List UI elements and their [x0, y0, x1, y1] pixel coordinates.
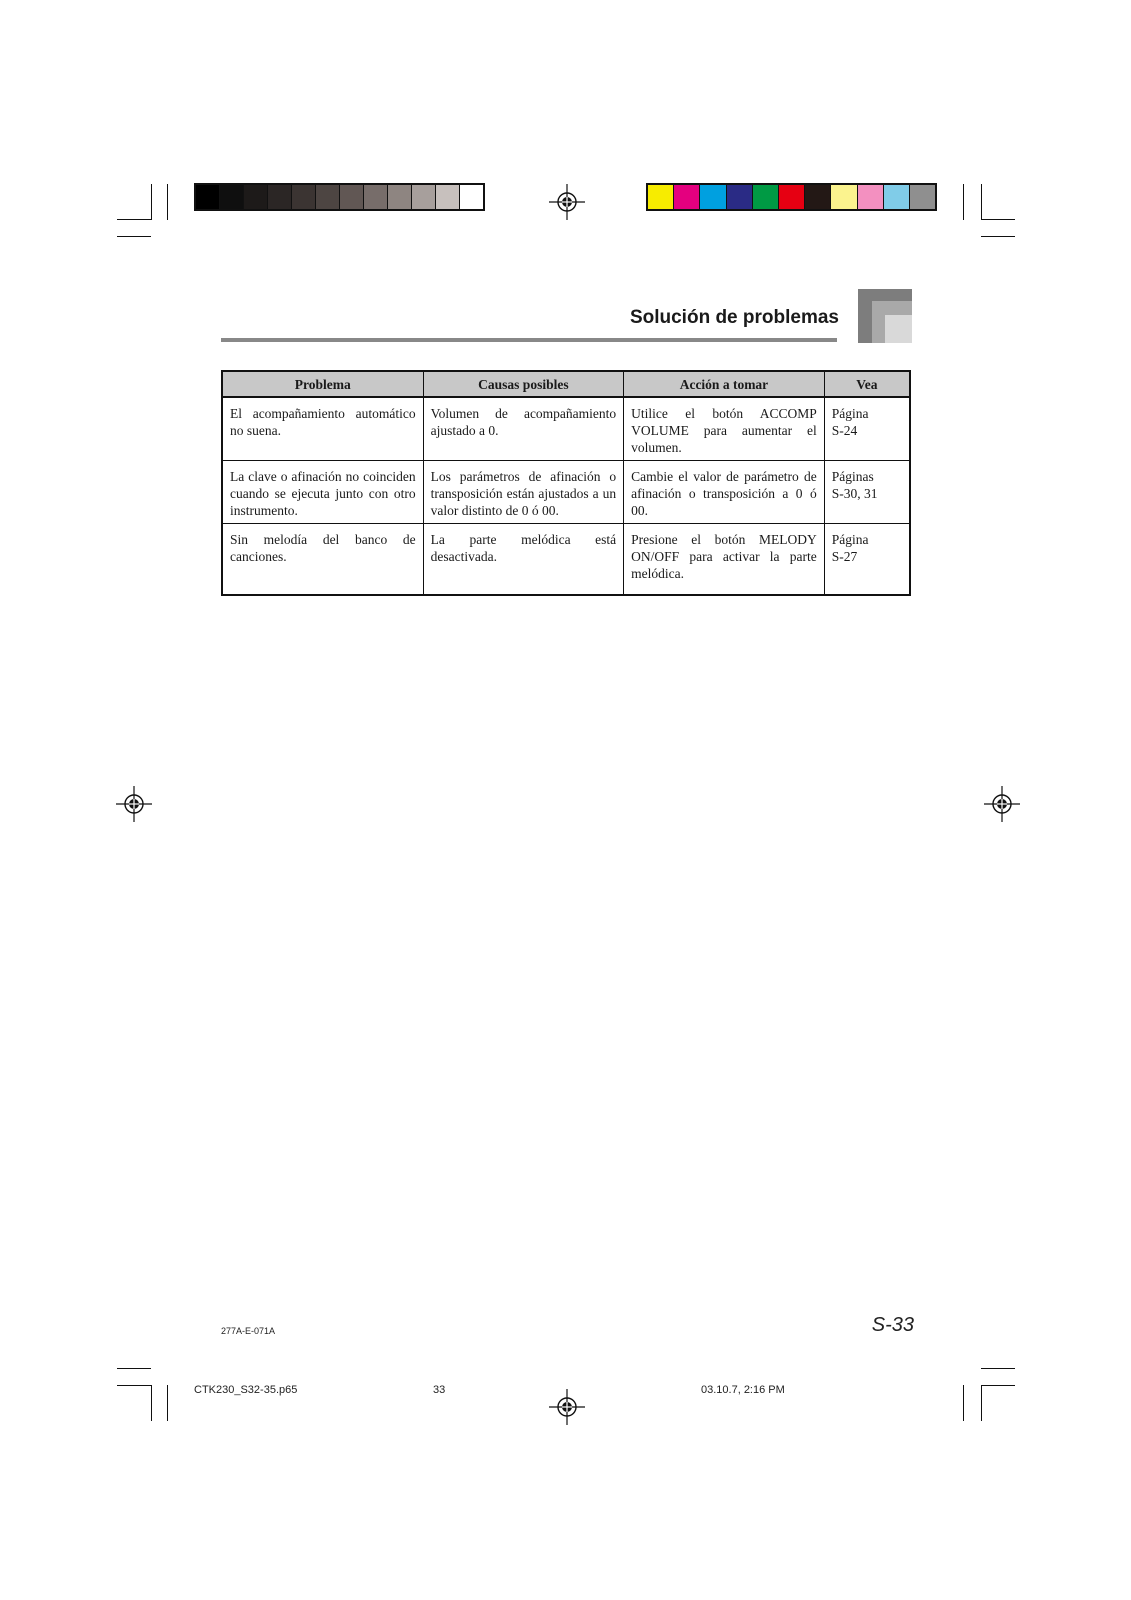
color-swatch	[805, 185, 831, 209]
section-tab-graphic	[858, 289, 912, 343]
registration-mark-icon	[116, 786, 152, 822]
color-swatch	[436, 185, 460, 209]
color-swatch	[858, 185, 884, 209]
crop-mark	[981, 219, 1015, 220]
color-swatch	[244, 185, 268, 209]
crop-mark	[963, 1385, 964, 1421]
crop-mark	[981, 184, 982, 220]
crop-mark	[117, 1368, 151, 1369]
title-rule	[221, 338, 837, 342]
color-swatch	[674, 185, 700, 209]
column-header: Acción a tomar	[624, 371, 825, 397]
registration-mark-icon	[549, 1389, 585, 1425]
color-swatch	[220, 185, 244, 209]
problem-cell: El acompañamiento automático no suena.	[222, 397, 423, 461]
crop-mark	[117, 1385, 151, 1386]
column-header: Causas posibles	[423, 371, 624, 397]
registration-mark-icon	[984, 786, 1020, 822]
color-swatch	[700, 185, 726, 209]
cause-cell: Los parámetros de afinación o transposición están ajustados a un valor distinto de 0 ó 00.	[423, 461, 624, 524]
color-swatch	[292, 185, 316, 209]
crop-mark	[151, 184, 152, 220]
color-swatch	[884, 185, 910, 209]
file-name: CTK230_S32-35.p65	[194, 1384, 298, 1396]
page-title: Solución de problemas	[629, 307, 839, 328]
crop-mark	[117, 236, 151, 237]
page-number: S-33	[871, 1314, 914, 1336]
reference-label: Página	[831, 532, 869, 547]
crop-mark	[981, 1368, 1015, 1369]
registration-mark-icon	[549, 184, 585, 220]
color-swatch	[268, 185, 292, 209]
reference-cell	[824, 524, 910, 595]
reference-page: S-30, 31	[831, 486, 878, 501]
action-cell: Presione el botón MELODY ON/OFF para activar la parte melódica.	[624, 524, 825, 595]
problem-cell: La clave o afinación no coinciden cuando se ejecuta junto con otro instrumento.	[222, 461, 423, 524]
cause-cell: La parte melódica está desactivada.	[423, 524, 624, 595]
color-swatch	[910, 185, 935, 209]
color-swatch	[727, 185, 753, 209]
print-datetime: 03.10.7, 2:16 PM	[701, 1384, 785, 1396]
reference-label: Página	[831, 406, 869, 421]
color-swatch	[364, 185, 388, 209]
crop-mark	[981, 236, 1015, 237]
reference-cell	[824, 461, 910, 524]
crop-mark	[963, 184, 964, 220]
action-cell: Cambie el valor de parámetro de afinación o transposición a 0 ó 00.	[624, 461, 825, 524]
crop-mark	[167, 1385, 168, 1421]
cause-cell: Volumen de acompañamiento ajustado a 0.	[423, 397, 624, 461]
troubleshooting-table	[221, 370, 911, 596]
action-cell: Utilice el botón ACCOMP VOLUME para aumentar el volumen.	[624, 397, 825, 461]
table-row	[222, 397, 910, 461]
reference-label: Páginas	[831, 469, 874, 484]
color-swatch	[753, 185, 779, 209]
crop-mark	[167, 184, 168, 220]
color-swatch	[460, 185, 483, 209]
file-page-number: 33	[433, 1384, 446, 1396]
color-swatch	[316, 185, 340, 209]
table-row	[222, 461, 910, 524]
color-swatch	[388, 185, 412, 209]
crop-mark	[151, 1385, 152, 1421]
color-swatch	[412, 185, 436, 209]
table-header-row	[222, 371, 910, 397]
reference-page: S-24	[831, 423, 858, 438]
color-swatch	[779, 185, 805, 209]
color-swatch	[196, 185, 220, 209]
column-header: Vea	[824, 371, 910, 397]
color-bar	[646, 183, 937, 211]
table-row	[222, 524, 910, 595]
problem-cell: Sin melodía del banco de canciones.	[222, 524, 423, 595]
color-swatch	[340, 185, 364, 209]
crop-mark	[981, 1385, 1015, 1386]
reference-page: S-27	[831, 549, 858, 564]
color-swatch	[648, 185, 674, 209]
crop-mark	[981, 1385, 982, 1421]
document-code: 277A-E-071A	[221, 1326, 276, 1336]
reference-cell	[824, 397, 910, 461]
grayscale-bar	[194, 183, 485, 211]
column-header: Problema	[222, 371, 423, 397]
color-swatch	[831, 185, 857, 209]
crop-mark	[117, 219, 151, 220]
